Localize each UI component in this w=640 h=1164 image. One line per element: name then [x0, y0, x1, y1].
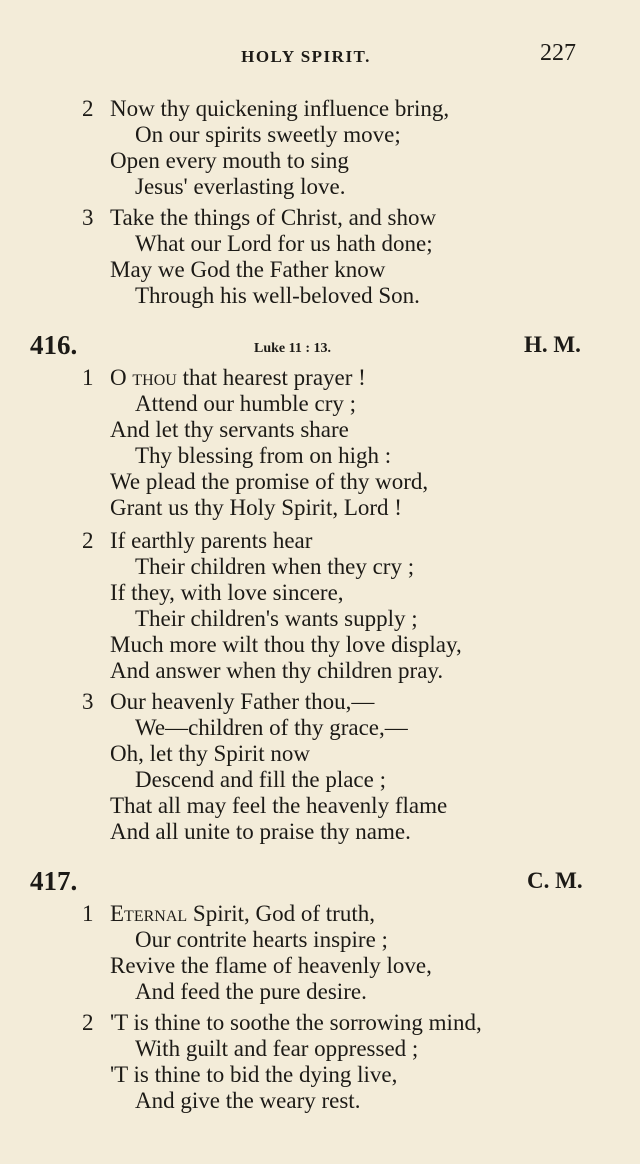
verse-number: 2 — [82, 96, 94, 121]
verse-line: And answer when thy children pray. — [110, 658, 444, 683]
verse-number: 3 — [82, 689, 94, 714]
verse-line: 'T is thine to bid the dying live, — [110, 1062, 398, 1087]
verse-number: 3 — [82, 205, 94, 230]
verse-line: Their children when they cry ; — [135, 554, 415, 579]
hymn-number: 417. — [30, 866, 78, 896]
verse-number: 2 — [82, 528, 94, 553]
verse-line: Now thy quickening influence bring, — [110, 96, 450, 121]
verse-line-text: that hearest prayer ! — [182, 365, 366, 390]
verse-number: 1 — [82, 901, 94, 926]
verse-line: And let thy servants share — [110, 417, 349, 442]
hymn-number: 416. — [30, 330, 78, 360]
verse-line: Take the things of Christ, and show — [110, 205, 437, 230]
scripture-reference: Luke 11 : 13. — [254, 341, 332, 356]
verse-line: Revive the flame of heavenly love, — [110, 953, 432, 978]
verse-line: That all may feel the heavenly flame — [110, 793, 448, 818]
verse-line-text: Spirit, God of truth, — [192, 901, 375, 926]
verse-line: On our spirits sweetly move; — [135, 122, 401, 147]
verse-line: Through his well-beloved Son. — [135, 283, 420, 308]
verse-line: We—children of thy grace,— — [135, 715, 408, 740]
verse-line: 'T is thine to soothe the sorrowing mind, — [110, 1010, 482, 1035]
verse-line: Grant us thy Holy Spirit, Lord ! — [110, 495, 402, 520]
verse-line: Oh, let thy Spirit now — [110, 741, 310, 766]
verse-line — [110, 901, 375, 927]
verse-line: And give the weary rest. — [135, 1088, 361, 1113]
meter-label: C. M. — [527, 868, 583, 893]
verse-line: Descend and fill the place ; — [135, 767, 386, 792]
verse-number: 1 — [82, 365, 94, 390]
verse-line: And all unite to praise thy name. — [110, 819, 411, 844]
verse-line: We plead the promise of thy word, — [110, 469, 429, 494]
meter-label: H. M. — [524, 332, 581, 357]
verse-line: If earthly parents hear — [110, 528, 313, 553]
verse-line: What our Lord for us hath done; — [135, 231, 433, 256]
verse-line: Jesus' everlasting love. — [135, 174, 346, 199]
verse-line: May we God the Father know — [110, 257, 386, 282]
verse-line: And feed the pure desire. — [135, 979, 367, 1004]
page-number: 227 — [540, 40, 576, 66]
verse-number: 2 — [82, 1010, 94, 1035]
verse-line: With guilt and fear oppressed ; — [135, 1036, 419, 1061]
verse-line: Thy blessing from on high : — [135, 443, 392, 468]
verse-line — [110, 365, 366, 391]
verse-line: Their children's wants supply ; — [135, 606, 418, 631]
first-words: Eternal — [110, 901, 188, 926]
first-words: O thou — [110, 365, 177, 390]
verse-line: Open every mouth to sing — [110, 148, 349, 173]
running-header: HOLY SPIRIT. — [241, 47, 371, 66]
verse-line: Much more wilt thou thy love display, — [110, 632, 462, 657]
verse-line: Our heavenly Father thou,— — [110, 689, 375, 714]
verse-line: Our contrite hearts inspire ; — [135, 927, 388, 952]
verse-line: Attend our humble cry ; — [135, 391, 357, 416]
verse-line: If they, with love sincere, — [110, 580, 344, 605]
